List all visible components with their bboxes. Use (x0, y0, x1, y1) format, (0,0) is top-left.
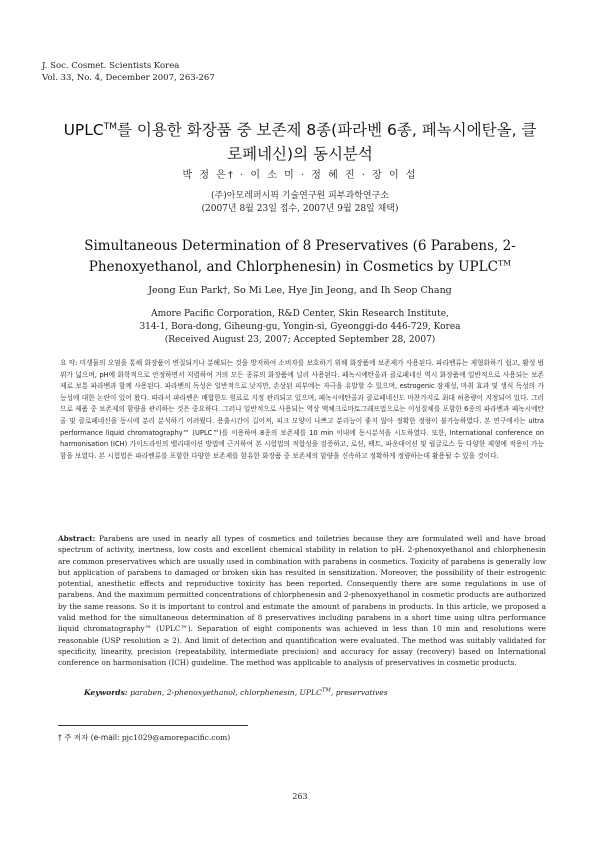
title-en-text: Simultaneous Determination of 8 Preservatives (6 Parabens, 2-Phenoxyethanol, and Chlorphenesin) in Cosmetics by UPLC (84, 238, 516, 275)
footnote-close: ) (227, 733, 231, 742)
title-en-sup: TM (497, 258, 512, 268)
keywords-post: , preservatives (330, 688, 388, 697)
footnote-divider (58, 725, 248, 726)
keywords-pre: paraben, 2-phenoxyethanol, chlorphenesin, UPLC (130, 688, 322, 697)
footnote (58, 732, 230, 743)
footnote-label: † 주 저자 (e-mail: (58, 733, 122, 742)
affiliation-en-line1: Amore Pacific Corporation, R&D Center, Skin Research Institute, (151, 309, 449, 319)
title-english (60, 236, 540, 278)
affiliation-ko-org: (주)아모레퍼시픽 기술연구원 피부과학연구소 (211, 191, 389, 201)
abstract-en-label: Abstract: (58, 534, 96, 543)
title-ko-sup: TM (103, 121, 117, 132)
title-ko-pre: UPLC (63, 121, 104, 139)
journal-header (42, 60, 215, 84)
title-ko-rest: 를 이용한 화장품 중 보존제 8종(파라벤 6종, 페녹시에탄올, 클로페네신)의 동시분석 (116, 121, 537, 163)
affiliation-korean (0, 190, 600, 216)
keywords-label: Keywords: (84, 688, 128, 697)
journal-name: J. Soc. Cosmet. Scientists Korea (42, 61, 180, 71)
affiliation-ko-dates: (2007년 8월 23일 접수, 2007년 9월 28일 채택) (201, 204, 399, 214)
abstract-korean: 요 약: 미생물의 오염을 통해 화장품이 변질되거나 분해되는 것을 방지하여 소비자를 보호하기 위해 화장품에 보존제가 사용된다. 파라벤류는 제형화하기 쉽고, 활성 범위가 넓으며, pH에 화학적으로 안정하면서 저렴하여 거의 모든 종류의 화장품에 널리 사용된다. 페녹시에탄올과 클로페네신 역시 화장품에 일반적으로 사용되는 보존제로 보통 파라벤과 함께 사용된다. 파라벤의 독성은 일반적으로 낮지만, 손상된 피부에는 자극을 유발할 수 있으며, estrogenic 잠재성, 마취 효과 및 생식 독성의 가능성에 대한 논란이 있어 왔다. 따라서 파라벤은 배합한도 원료로 지정 관리되고 있으며, 페녹시에탄올과 클로페네신도 마찬가지로 최대 허용량이 지정되어 있다. 그러므로 제품 중 보존제의 함량을 관리하는 것은 중요하다. 그러나 일반적으로 사용되는 역상 액체크로마토그래프법으로는 이성질체를 포함한 6종의 파라벤과 페녹시에탄올 및 클로페네신을 동시에 분리 분석하기 어려웠다. 용출시간이 길어져, 피크 모양이 나쁘고 분리능이 좋지 않아 정확한 정량이 불가능하였다. 본 연구에서는 ultra performance liquid chromatography™ (UPLC™)를 이용하여 8종의 보존제를 10 min 이내에 동시분석을 시도하였다. 또한, International conference on harmonisation (ICH) 가이드라인의 밸리데이션 방법에 근거하여 본 시험법의 적합성을 검증하고, 로션, 팩트, 파운데이션 및 립글로스 등 다양한 제형에 적용이 가능함을 보였다. 본 시험법은 파라벤류를 포함한 다양한 보존제를 함유한 화장품 중 보존제의 함량을 신속하고 정확하게 정량하는데 활용될 수 있을 것이다. (60, 359, 544, 460)
journal-volume: Vol. 33, No. 4, December 2007, 263-267 (42, 73, 215, 83)
affiliation-en-line2: 314-1, Bora-dong, Giheung-gu, Yongin-si, Gyeonggi-do 446-729, Korea (139, 322, 461, 332)
keywords-sup: TM (321, 687, 331, 694)
authors-english: Jeong Eun Park†, So Mi Lee, Hye Jin Jeong, and Ih Seop Chang (148, 285, 452, 296)
abstract-en-text: Parabens are used in nearly all types of cosmetics and toiletries because they are formulated well and have broad spectrum of activity, inertness, low costs and excellent chemical stability in relation to pH. 2-phenoxyethanol and chlorphenesin are common preservatives which are usually used in combination with parabens in cosmetics. Toxicity of parabens is generally low but application of parabens to damaged or broken skin has resulted in sensitization. Moreover, the possibility of their estrogenic potential, anesthetic effects and reproductive toxicity has been reported. Consequently there are some regulations in use of parabens. And the maximum permitted concentrations of chlorphenesin and 2-phenoxyethanol in cosmetic products are authorized by the same reasons. So it is important to control and estimate the amount of parabens in products. In this article, we proposed a valid method for the simultaneous determination of 8 preservatives including parabens in a short time using ultra performance liquid chromatography™ (UPLC™). Separation of eight components was achieved in less than 10 min and resolutions were reasonable (USP resolution ≥ 2). And limit of detection and quantification were evaluated. The method was suitably validated for specificity, linearity, precision (repeatability, intermediate precision) and accuracy for assay (recovery) based on International conference on harmonisation (ICH) guideline. The method was applicable to analysis of preservatives in cosmetic products. (58, 534, 546, 668)
authors-korean: 박 정 은† · 이 소 미 · 정 혜 진 · 장 이 섭 (182, 170, 418, 181)
footnote-email: pjc1029@amorepacific.com (121, 733, 228, 742)
affiliation-en-line3: (Received August 23, 2007; Accepted September 28, 2007) (164, 335, 436, 345)
abstract-english (58, 533, 546, 669)
affiliation-english (0, 308, 600, 347)
title-korean (60, 118, 540, 166)
page-number: 263 (292, 792, 308, 801)
keywords (84, 688, 388, 697)
